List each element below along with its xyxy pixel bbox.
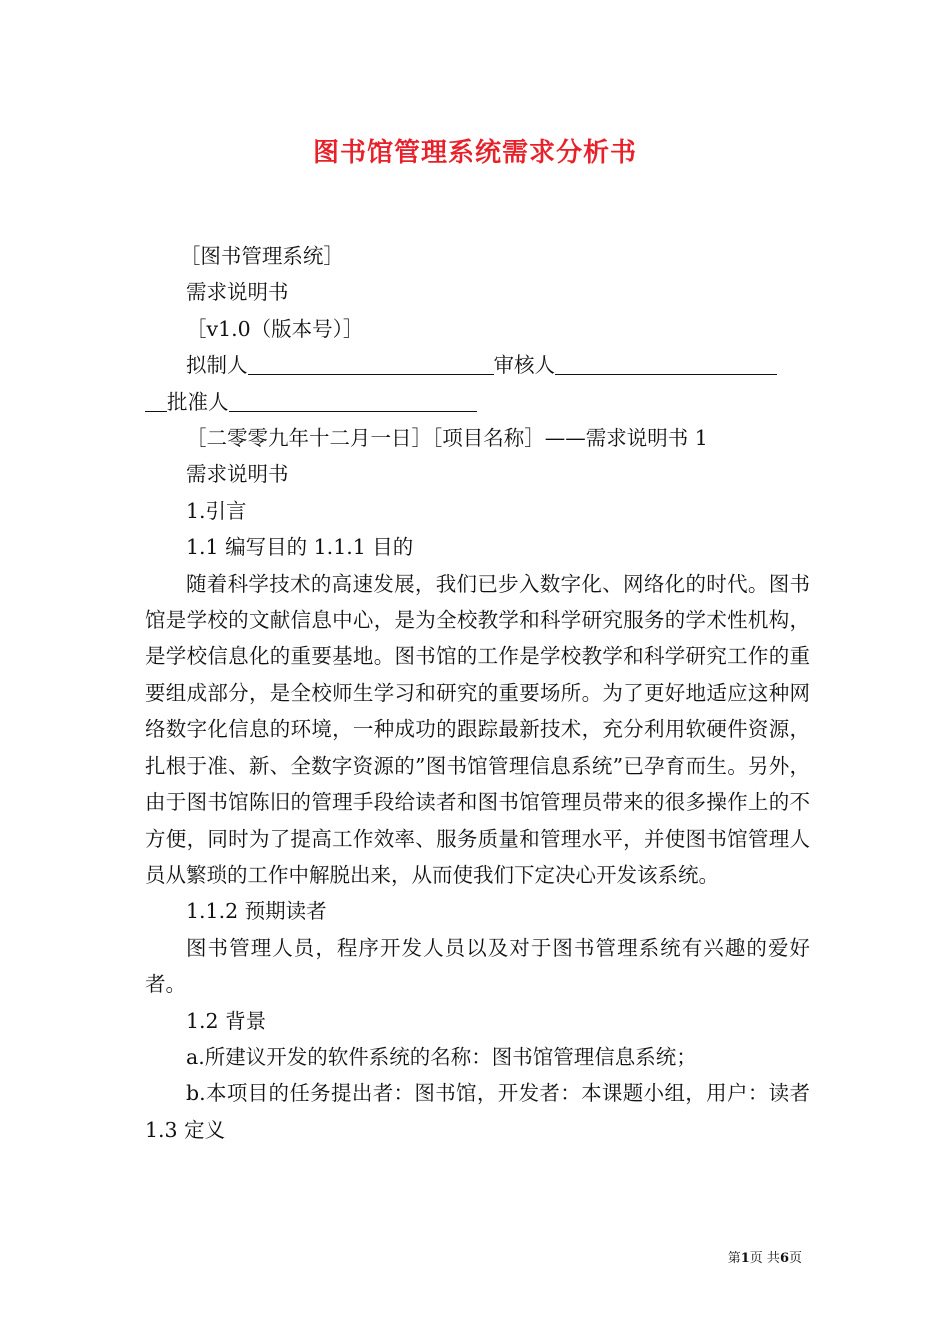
footer-suffix: 页 (788, 1251, 802, 1266)
heading-introduction: 1.引言 (186, 498, 247, 523)
footer-page-total: 6 (779, 1251, 789, 1266)
document-body (145, 238, 810, 1148)
signature-line (145, 347, 810, 383)
approver-label: 批准人 (167, 389, 229, 414)
item-a: a.所建议开发的软件系统的名称：图书馆管理信息系统； (186, 1044, 697, 1069)
date-line: ［二零零九年十二月一日］［项目名称］——需求说明书 1 (186, 426, 708, 451)
reviewer-blank (555, 352, 777, 375)
item-b: b.本项目的任务提出者：图书馆，开发者：本课题小组，用户：读者 1.3 定义 (145, 1081, 810, 1142)
approver-line (145, 384, 810, 420)
page-footer (728, 1247, 802, 1266)
approver-blank (229, 389, 477, 412)
reviewer-label: 审核人 (493, 353, 555, 378)
author-label: 拟制人 (186, 353, 248, 378)
approver-pre-blank (145, 389, 167, 412)
document-title: 图书馆管理系统需求分析书 (312, 138, 637, 168)
footer-prefix: 第 (727, 1251, 741, 1266)
heading-purpose: 1.1 编写目的 1.1.1 目的 (186, 535, 414, 560)
version-line: ［v1.0（版本号）］ (186, 316, 364, 341)
system-name-line: ［图书管理系统］ (179, 244, 344, 268)
spec-line: 需求说明书 (186, 280, 289, 305)
paragraph-purpose: 随着科学技术的高速发展，我们已步入数字化、网络化的时代。图书馆是学校的文献信息中心，是为全校教学和科学研究服务的学术性机构，是学校信息化的重要基地。图书馆的工作是学校教学和科学研究工作的重要组成部分，是全校师生学习和研究的重要场所。为了更好地适应这种网络数字化信息的环境，一种成功的跟踪最新技术，充分利用软硬件资源，扎根于准、新、全数字资源的”图书馆管理信息系统”已孕育而生。另外，由于图书馆陈旧的管理手段给读者和图书馆管理员带来的很多操作上的不方便，同时为了提高工作效率、服务质量和管理水平，并使图书馆管理人员从繁琐的工作中解脱出来，从而使我们下定决心开发该系统。 (145, 571, 810, 887)
paragraph-readers: 图书管理人员，程序开发人员以及对于图书管理系统有兴趣的爱好者。 (145, 935, 810, 997)
author-blank (248, 352, 494, 375)
heading-background: 1.2 背景 (186, 1008, 267, 1033)
footer-mid: 页 共 (749, 1251, 780, 1266)
heading-readers: 1.1.2 预期读者 (186, 899, 327, 924)
footer-page-number: 1 (740, 1251, 750, 1266)
spec-line-2: 需求说明书 (186, 462, 289, 487)
